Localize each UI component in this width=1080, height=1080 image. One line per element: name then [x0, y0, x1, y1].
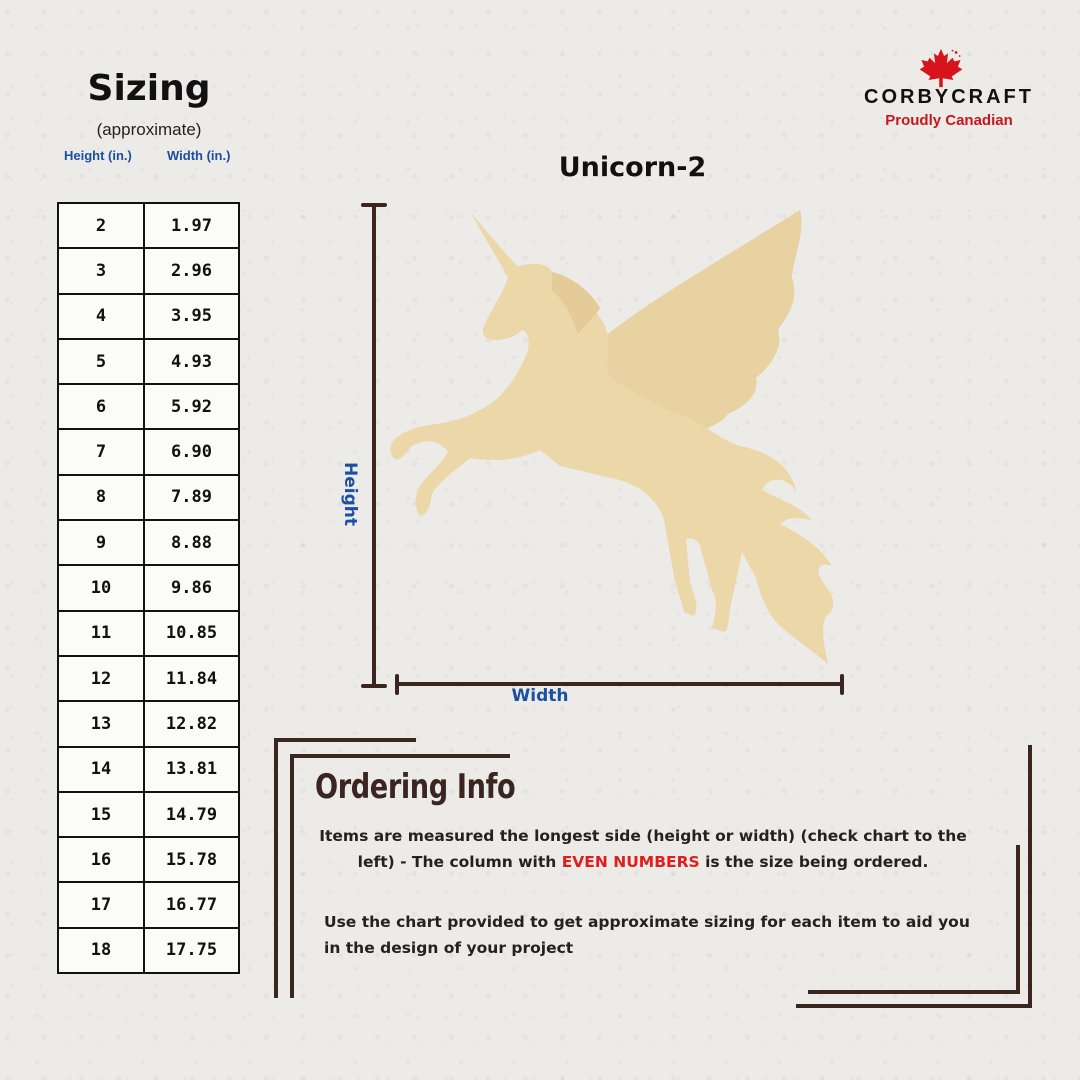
brand-name: CORBYCRAFT: [864, 86, 1034, 108]
size-width-cell: 12.82: [144, 701, 239, 746]
size-height-cell: 4: [58, 294, 144, 339]
size-width-cell: 11.84: [144, 656, 239, 701]
size-width-cell: 14.79: [144, 792, 239, 837]
size-height-cell: 5: [58, 339, 144, 384]
size-height-cell: 9: [58, 520, 144, 565]
size-height-cell: 17: [58, 882, 144, 927]
size-width-cell: 13.81: [144, 747, 239, 792]
ordering-title: Ordering Info: [315, 767, 516, 807]
height-column-header: Height (in.): [64, 148, 132, 163]
even-numbers-highlight: EVEN NUMBERS: [561, 853, 700, 871]
size-height-cell: 2: [58, 203, 144, 248]
size-width-cell: 5.92: [144, 384, 239, 429]
ordering-paragraph-2: Use the chart provided to get approximate sizing for each item to aid you in the design of your project: [324, 913, 970, 957]
ordering-text-after: is the size being ordered.: [699, 853, 929, 871]
size-height-cell: 12: [58, 656, 144, 701]
size-width-cell: 10.85: [144, 611, 239, 656]
size-height-cell: 15: [58, 792, 144, 837]
size-height-cell: 7: [58, 429, 144, 474]
size-height-cell: 11: [58, 611, 144, 656]
size-height-cell: 8: [58, 475, 144, 520]
size-width-cell: 6.90: [144, 429, 239, 474]
size-width-cell: 16.77: [144, 882, 239, 927]
size-width-cell: 17.75: [144, 928, 239, 973]
width-guide: [397, 676, 842, 693]
size-height-cell: 10: [58, 565, 144, 610]
size-width-cell: 7.89: [144, 475, 239, 520]
size-width-cell: 15.78: [144, 837, 239, 882]
size-height-cell: 14: [58, 747, 144, 792]
size-width-cell: 1.97: [144, 203, 239, 248]
sizing-subtitle: (approximate): [96, 120, 202, 139]
size-width-cell: 2.96: [144, 248, 239, 293]
width-label: Width: [511, 686, 569, 706]
size-height-cell: 3: [58, 248, 144, 293]
size-width-cell: 8.88: [144, 520, 239, 565]
size-width-cell: 9.86: [144, 565, 239, 610]
size-height-cell: 16: [58, 837, 144, 882]
size-height-cell: 6: [58, 384, 144, 429]
product-title: Unicorn-2: [558, 152, 707, 183]
height-label: Height: [340, 462, 360, 526]
size-width-cell: 3.95: [144, 294, 239, 339]
ordering-paragraph-1: [318, 823, 968, 875]
size-width-cell: 4.93: [144, 339, 239, 384]
width-column-header: Width (in.): [167, 148, 231, 163]
sizing-title: Sizing: [87, 68, 211, 109]
height-guide: [363, 205, 385, 686]
ordering-text-before: Items are measured the longest side (height or width) (check chart to the left) - The column with: [319, 827, 967, 871]
unicorn-silhouette: [390, 210, 833, 664]
size-height-cell: 13: [58, 701, 144, 746]
brand-tagline: Proudly Canadian: [885, 112, 1013, 129]
size-height-cell: 18: [58, 928, 144, 973]
